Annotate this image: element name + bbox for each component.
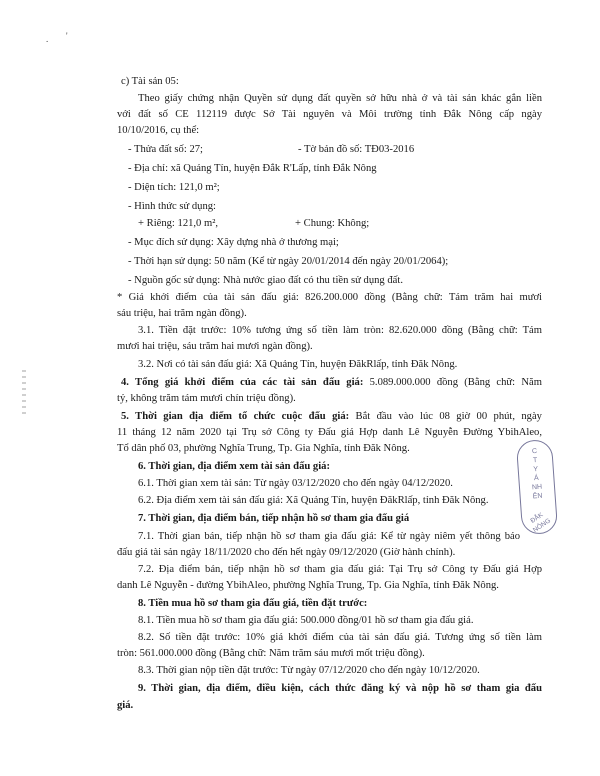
section-heading: 5. Thời gian địa điểm tổ chức cuộc đấu giá: — [121, 411, 356, 422]
company-stamp: C T Y Á NH ÊN ĐẮK NÔNG — [516, 439, 558, 535]
section-heading: 7. Thời gian, địa điểm bán, tiếp nhận hồ sơ tham gia đấu giá — [138, 513, 410, 524]
paragraph-line: Theo giấy chứng nhận Quyền sử dụng đất quyền sở hữu nhà ở và tài sản khác gắn liền — [138, 93, 542, 104]
scan-smudge — [22, 370, 26, 418]
list-item: - Diện tích: 121,0 m²; — [128, 182, 220, 193]
paragraph-line: 11 tháng 12 năm 2020 tại Trụ sở Công ty Đấu giá Hợp danh Lê Nguyễn Đường YbihAleo, — [117, 427, 542, 438]
section-heading: 9. Thời gian, địa điểm, điều kiện, cách thức đăng ký và nộp hồ sơ tham gia đấu — [138, 683, 542, 694]
paragraph-line: với đất số CE 112119 được Sở Tài nguyên và Môi trường tỉnh Đắk Nông cấp ngày — [117, 109, 542, 120]
paragraph-line: tròn: 561.000.000 đồng (Bằng chữ: Năm trăm sáu mươi mốt triệu đồng). — [117, 648, 425, 659]
list-item: - Thửa đất số: 27; — [128, 144, 203, 155]
list-item: - Thời hạn sử dụng: 50 năm (Kể từ ngày 20/01/2014 đến ngày 20/01/2064); — [128, 256, 449, 267]
section-heading: 6. Thời gian, địa điểm xem tài sản đấu giá: — [138, 461, 330, 472]
paragraph-line: danh Lê Nguyễn - đường YbihAleo, phường Nghĩa Trung, Tp. Gia Nghĩa, tỉnh Đăk Nông. — [117, 580, 499, 591]
section-heading: 8. Tiền mua hồ sơ tham gia đấu giá, tiền đặt trước: — [138, 598, 368, 609]
list-item: - Tờ bản đồ số: TĐ03-2016 — [298, 144, 415, 155]
paragraph-line: 3.1. Tiền đặt trước: 10% tương ứng số tiền làm tròn: 82.620.000 đồng (Bằng chữ: Tám — [138, 325, 542, 336]
list-item: - Địa chỉ: xã Quảng Tín, huyện Đắk R'Lấp, tỉnh Đắk Nông — [128, 163, 377, 174]
paragraph-line: 8.3. Thời gian nộp tiền đặt trước: Từ ngày 07/12/2020 cho đến ngày 10/12/2020. — [138, 665, 480, 676]
list-item: - Mục đích sử dụng: Xây dựng nhà ở thương mại; — [128, 237, 339, 248]
paragraph-line: 6.2. Địa điểm xem tài sản đấu giá: Xã Quảng Tín, huyện ĐăkRlấp, tỉnh Đăk Nông. — [138, 495, 489, 506]
list-item: - Hình thức sử dụng: — [128, 201, 216, 212]
paragraph-line: 8.1. Tiền mua hồ sơ tham gia đấu giá: 500.000 đồng/01 hồ sơ tham gia đấu giá. — [138, 615, 474, 626]
paragraph-line — [121, 376, 542, 389]
paragraph-line: đấu giá tài sản ngày 18/11/2020 cho đến hết ngày 09/12/2020 (Giờ hành chính). — [117, 547, 456, 558]
scan-mark: . — [46, 34, 49, 44]
list-item: + Chung: Không; — [295, 218, 370, 229]
section-heading: c) Tài sản 05: — [121, 76, 179, 87]
paragraph-line: 7.1. Thời gian bán, tiếp nhận hồ sơ tham gia đấu giá: Kể từ ngày niêm yết thông báo — [138, 531, 520, 542]
paragraph-line: 6.1. Thời gian xem tài sản: Từ ngày 03/12/2020 cho đến ngày 04/12/2020. — [138, 478, 453, 489]
scan-mark: ' — [66, 31, 68, 41]
paragraph-line: 3.2. Nơi có tài sản đấu giá: Xã Quảng Tín, huyện ĐăkRlấp, tỉnh Đăk Nông. — [138, 359, 458, 370]
paragraph-line: 8.2. Số tiền đặt trước: 10% giá khởi điểm của tài sản đấu giá. Tương ứng số tiền làm — [138, 632, 542, 643]
list-item: + Riêng: 121,0 m², — [138, 218, 219, 229]
section-heading: giá. — [117, 700, 134, 711]
paragraph-line: 10/10/2016, cụ thể: — [117, 125, 200, 136]
section-heading: 4. Tổng giá khởi điểm của các tài sản đấu giá: — [121, 377, 370, 388]
list-item: - Nguồn gốc sử dụng: Nhà nước giao đất có thu tiền sử dụng đất. — [128, 275, 403, 286]
paragraph-line — [121, 410, 542, 423]
paragraph-line: Tổ dân phố 03, phường Nghĩa Trung, Tp. Gia Nghĩa, tỉnh Đăk Nông. — [117, 443, 410, 454]
paragraph-text: 5.089.000.000 đồng (Bằng chữ: Năm — [369, 377, 542, 388]
paragraph-line: * Giá khởi điểm của tài sản đấu giá: 826.200.000 đồng (Bằng chữ: Tám trăm hai mươi — [117, 292, 542, 303]
paragraph-line: mươi hai triệu, sáu trăm hai mươi ngàn đồng). — [117, 341, 313, 352]
paragraph-text: Bắt đầu vào lúc 08 giờ 00 phút, ngày — [355, 411, 542, 422]
paragraph-line: 7.2. Địa điểm bán, tiếp nhận hồ sơ tham gia đấu giá: Tại Trụ sở Công ty Đấu giá Hợp — [138, 564, 542, 575]
paragraph-line: sáu triệu, hai trăm ngàn đồng). — [117, 308, 247, 319]
paragraph-line: tỷ, không trăm tám mươi chín triệu đồng). — [117, 393, 296, 404]
